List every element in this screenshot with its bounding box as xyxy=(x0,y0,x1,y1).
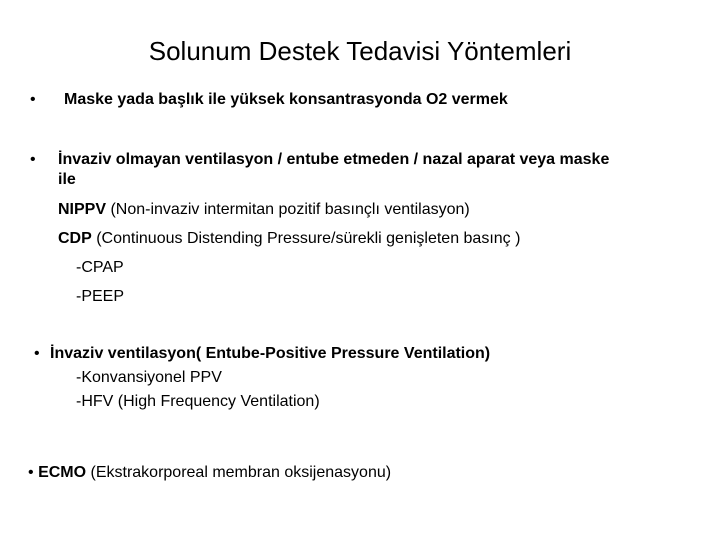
bullet-3: • xyxy=(34,345,40,362)
item-3-sub-hfv: -HFV (High Frequency Ventilation) xyxy=(76,393,320,410)
nippv-abbr: NIPPV xyxy=(58,201,107,218)
slide-title: Solunum Destek Tedavisi Yöntemleri xyxy=(148,36,572,66)
item-2-nippv xyxy=(58,200,470,220)
ecmo-desc: (Ekstrakorporeal membran oksijenasyonu) xyxy=(86,464,392,481)
item-1-text: Maske yada başlık ile yüksek konsantrasyonda O2 vermek xyxy=(64,91,508,108)
ecmo-abbr: ECMO xyxy=(38,464,87,481)
item-2-sub-cpap: -CPAP xyxy=(76,259,124,276)
bullet-1: • xyxy=(30,91,36,108)
item-3-heading: İnvaziv ventilasyon( Entube-Positive Pressure Ventilation) xyxy=(50,345,491,362)
bullet-2: • xyxy=(30,151,36,168)
item-2-sub-peep: -PEEP xyxy=(76,288,125,305)
item-2-cdp xyxy=(58,229,520,249)
cdp-abbr: CDP xyxy=(58,230,92,247)
item-2-line-1: İnvaziv olmayan ventilasyon / entube etmeden / nazal aparat veya maske xyxy=(58,151,610,168)
item-4 xyxy=(28,463,391,483)
cdp-desc: (Continuous Distending Pressure/sürekli genişleten basınç ) xyxy=(91,230,521,247)
item-2-line-2: ile xyxy=(58,171,76,188)
bullet-4: • xyxy=(28,464,34,481)
nippv-desc: (Non-invaziv intermitan pozitif basınçlı ventilasyon) xyxy=(106,201,470,218)
item-3-sub-ppv: -Konvansiyonel PPV xyxy=(76,369,222,386)
